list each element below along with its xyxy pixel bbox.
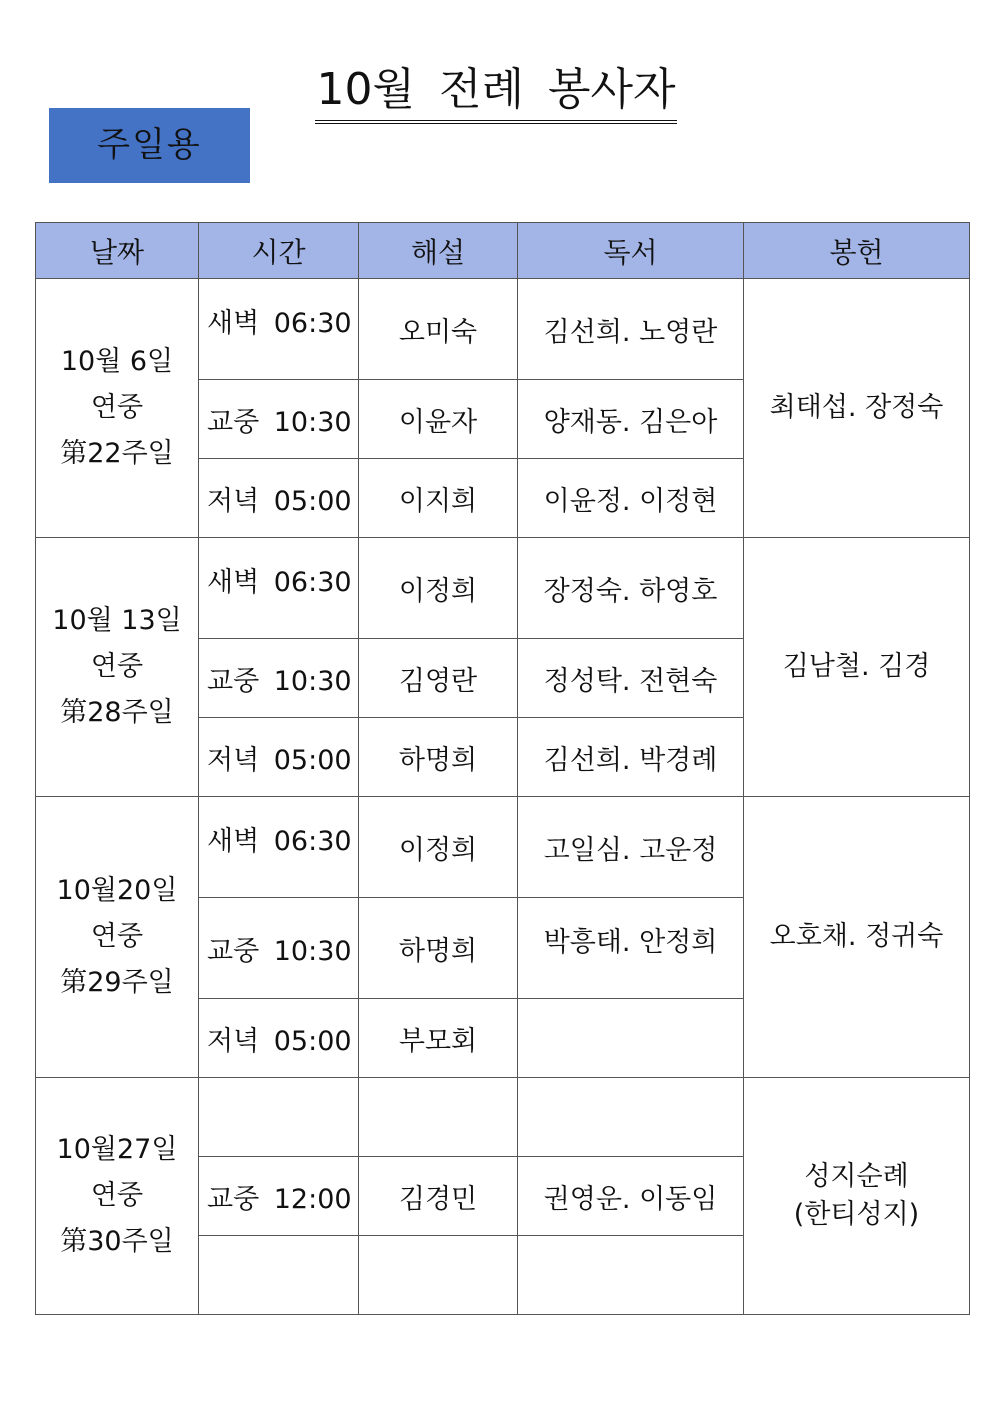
commentator-cell: 부모회 — [359, 999, 518, 1078]
page-title-text: 10월 전례 봉사자 — [315, 62, 678, 124]
readers-cell: 권영운. 이동임 — [518, 1157, 744, 1236]
readers-cell — [518, 999, 744, 1078]
offering-line: 김남철. 김경 — [782, 651, 931, 682]
readers-cell — [518, 1078, 744, 1157]
commentator-cell — [359, 1078, 518, 1157]
time-cell: 새벽 06:30 — [199, 797, 359, 898]
date-week: 第22주일 — [60, 438, 174, 469]
date-season: 연중 — [90, 1180, 144, 1211]
time-cell — [199, 1236, 359, 1315]
date-day: 10월27일 — [56, 1134, 178, 1165]
offering-cell — [744, 1078, 970, 1315]
commentator-cell: 하명희 — [359, 898, 518, 999]
readers-cell: 이윤정. 이정현 — [518, 459, 744, 538]
readers-cell — [518, 1236, 744, 1315]
time-cell: 새벽 06:30 — [199, 538, 359, 639]
readers-cell: 정성탁. 전현숙 — [518, 639, 744, 718]
commentator-cell: 하명희 — [359, 718, 518, 797]
offering-cell — [744, 538, 970, 797]
readers-cell: 김선희. 노영란 — [518, 279, 744, 380]
commentator-cell — [359, 1236, 518, 1315]
readers-cell: 박흥태. 안정희 — [518, 898, 744, 999]
date-season: 연중 — [90, 392, 144, 423]
commentator-cell: 김영란 — [359, 639, 518, 718]
header-offering: 봉헌 — [744, 223, 970, 279]
date-season: 연중 — [90, 921, 144, 952]
date-cell — [36, 279, 199, 538]
commentator-cell: 이정희 — [359, 797, 518, 898]
time-cell: 교중 10:30 — [199, 898, 359, 999]
offering-line: 오호채. 정귀숙 — [769, 921, 944, 952]
date-day: 10월20일 — [56, 875, 178, 906]
commentator-cell: 김경민 — [359, 1157, 518, 1236]
date-cell — [36, 1078, 199, 1315]
date-day: 10월 13일 — [52, 605, 182, 636]
offering-line: 최태섭. 장정숙 — [769, 392, 944, 423]
commentator-cell: 이지희 — [359, 459, 518, 538]
table-row — [36, 797, 970, 898]
offering-line: (한티성지) — [793, 1199, 920, 1230]
commentator-cell: 이윤자 — [359, 380, 518, 459]
commentator-cell: 이정희 — [359, 538, 518, 639]
date-day: 10월 6일 — [60, 346, 174, 377]
time-cell — [199, 1078, 359, 1157]
time-cell: 교중 12:00 — [199, 1157, 359, 1236]
time-cell: 새벽 06:30 — [199, 279, 359, 380]
time-cell: 저녁 05:00 — [199, 718, 359, 797]
header-readers: 독서 — [518, 223, 744, 279]
date-season: 연중 — [90, 651, 144, 682]
header-commentator: 해설 — [359, 223, 518, 279]
readers-cell: 고일심. 고운정 — [518, 797, 744, 898]
table-row — [36, 1078, 970, 1157]
readers-cell: 양재동. 김은아 — [518, 380, 744, 459]
offering-cell — [744, 797, 970, 1078]
readers-cell: 장정숙. 하영호 — [518, 538, 744, 639]
header-time: 시간 — [199, 223, 359, 279]
time-cell: 교중 10:30 — [199, 380, 359, 459]
schedule-table — [35, 222, 970, 1315]
date-cell — [36, 538, 199, 797]
readers-cell: 김선희. 박경례 — [518, 718, 744, 797]
date-week: 第29주일 — [60, 967, 174, 998]
table-row — [36, 279, 970, 380]
sunday-badge: 주일용 — [49, 108, 250, 183]
header-row — [36, 223, 970, 279]
header-date: 날짜 — [36, 223, 199, 279]
date-cell — [36, 797, 199, 1078]
date-week: 第28주일 — [60, 697, 174, 728]
date-week: 第30주일 — [60, 1226, 174, 1257]
time-cell: 교중 10:30 — [199, 639, 359, 718]
time-cell: 저녁 05:00 — [199, 459, 359, 538]
table-row — [36, 538, 970, 639]
offering-cell — [744, 279, 970, 538]
time-cell: 저녁 05:00 — [199, 999, 359, 1078]
offering-line: 성지순례 — [804, 1161, 909, 1192]
commentator-cell: 오미숙 — [359, 279, 518, 380]
